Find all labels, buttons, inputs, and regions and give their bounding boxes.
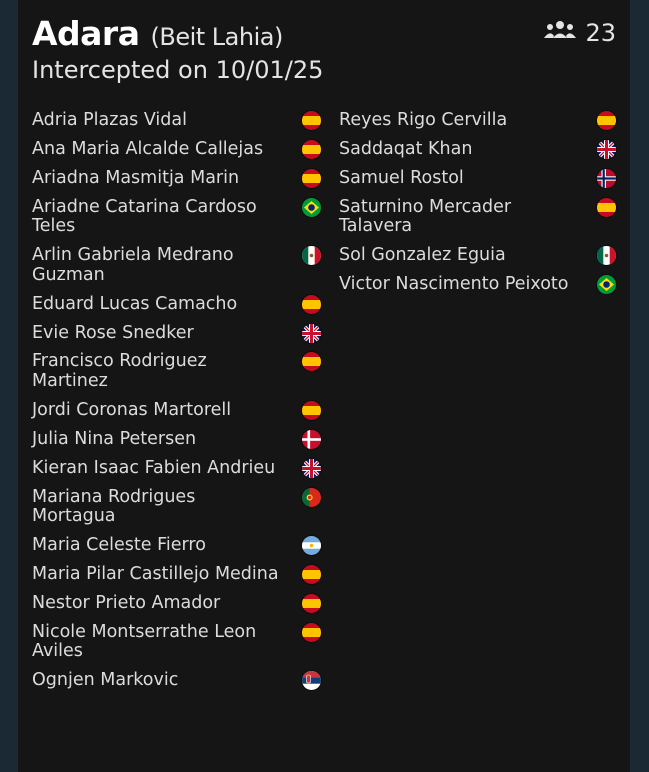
crew-member-name: Ariadne Catarina Cardoso Teles (32, 196, 257, 237)
crew-member (32, 295, 324, 315)
crew-list-right (339, 111, 619, 304)
crew-member (339, 198, 619, 237)
spain-flag-icon (302, 295, 321, 314)
crew-member (32, 623, 324, 662)
brazil-flag-icon (597, 275, 616, 294)
mexico-flag-icon (597, 246, 616, 265)
spain-flag-icon (302, 169, 321, 188)
background-right-edge (630, 0, 649, 772)
crew-member-name: Ana Maria Alcalde Callejas (32, 138, 264, 159)
crew-member (339, 275, 619, 295)
crew-member (32, 401, 324, 421)
spain-flag-icon (597, 111, 616, 130)
crew-member-name: Mariana Rodrigues Mortagua (32, 486, 196, 527)
crew-member (32, 459, 324, 479)
uk-flag-icon (302, 459, 321, 478)
uk-flag-icon (302, 324, 321, 343)
crew-member-name: Francisco Rodriguez Martinez (32, 351, 207, 392)
crew-member-name: Arlin Gabriela Medrano Guzman (32, 245, 234, 285)
crew-member (32, 324, 324, 344)
crew-member-name: Kieran Isaac Fabien Andrieu (32, 457, 276, 478)
crew-member-name: Sol Gonzalez Eguia (339, 245, 506, 266)
crew-member-name: Saddaqat Khan (339, 138, 473, 159)
argentina-flag-icon (302, 536, 321, 555)
crew-member (339, 111, 619, 131)
crew-member (32, 430, 324, 450)
crew-member-name: Ariadna Masmitja Marin (32, 167, 240, 188)
crew-member-name: Maria Pilar Castillejo Medina (32, 563, 279, 584)
crew-member (32, 111, 324, 131)
spain-flag-icon (302, 623, 321, 642)
spain-flag-icon (302, 594, 321, 613)
uk-flag-icon (597, 140, 616, 159)
crew-member (32, 198, 324, 237)
spain-flag-icon (597, 198, 616, 217)
crew-member-name: Nestor Prieto Amador (32, 592, 221, 613)
spain-flag-icon (302, 565, 321, 584)
crew-member-name: Nicole Montserrathe Leon Aviles (32, 621, 257, 662)
spain-flag-icon (302, 352, 321, 371)
denmark-flag-icon (302, 430, 321, 449)
crew-member (32, 246, 324, 285)
crew-member (32, 536, 324, 556)
crew-member-name: Samuel Rostol (339, 167, 464, 188)
crew-member (339, 140, 619, 160)
people-group-icon (543, 19, 577, 47)
vessel-location: (Beit Lahia) (150, 23, 283, 51)
brazil-flag-icon (302, 198, 321, 217)
crew-count-value: 23 (585, 19, 616, 47)
background-left-edge (0, 0, 18, 772)
vessel-title (32, 14, 283, 53)
crew-member (32, 140, 324, 160)
crew-member (32, 169, 324, 189)
intercepted-date: Intercepted on 10/01/25 (32, 56, 324, 84)
crew-member-name: Reyes Rigo Cervilla (339, 110, 508, 130)
crew-member (32, 488, 324, 527)
crew-member (339, 246, 619, 266)
portugal-flag-icon (302, 488, 321, 507)
crew-member-name: Jordi Coronas Martorell (32, 399, 232, 420)
vessel-name: Adara (32, 14, 140, 53)
spain-flag-icon (302, 111, 321, 130)
crew-member (339, 169, 619, 189)
crew-list-left (32, 111, 324, 700)
crew-member (32, 671, 324, 691)
crew-member-name: Adria Plazas Vidal (32, 110, 187, 130)
crew-member-name: Julia Nina Petersen (32, 428, 197, 449)
flotilla-card (18, 0, 630, 772)
crew-member (32, 594, 324, 614)
norway-flag-icon (597, 169, 616, 188)
crew-member-name: Ognjen Markovic (32, 670, 179, 691)
spain-flag-icon (302, 401, 321, 420)
crew-member-name: Saturnino Mercader Talavera (339, 196, 512, 237)
crew-member-name: Eduard Lucas Camacho (32, 293, 238, 314)
crew-member-name: Maria Celeste Fierro (32, 535, 206, 556)
spain-flag-icon (302, 140, 321, 159)
crew-member (32, 352, 324, 391)
crew-member (32, 565, 324, 585)
crew-count (543, 19, 616, 47)
crew-member-name: Evie Rose Snedker (32, 322, 194, 343)
serbia-flag-icon (302, 671, 321, 690)
mexico-flag-icon (302, 246, 321, 265)
crew-member-name: Victor Nascimento Peixoto (339, 274, 569, 295)
